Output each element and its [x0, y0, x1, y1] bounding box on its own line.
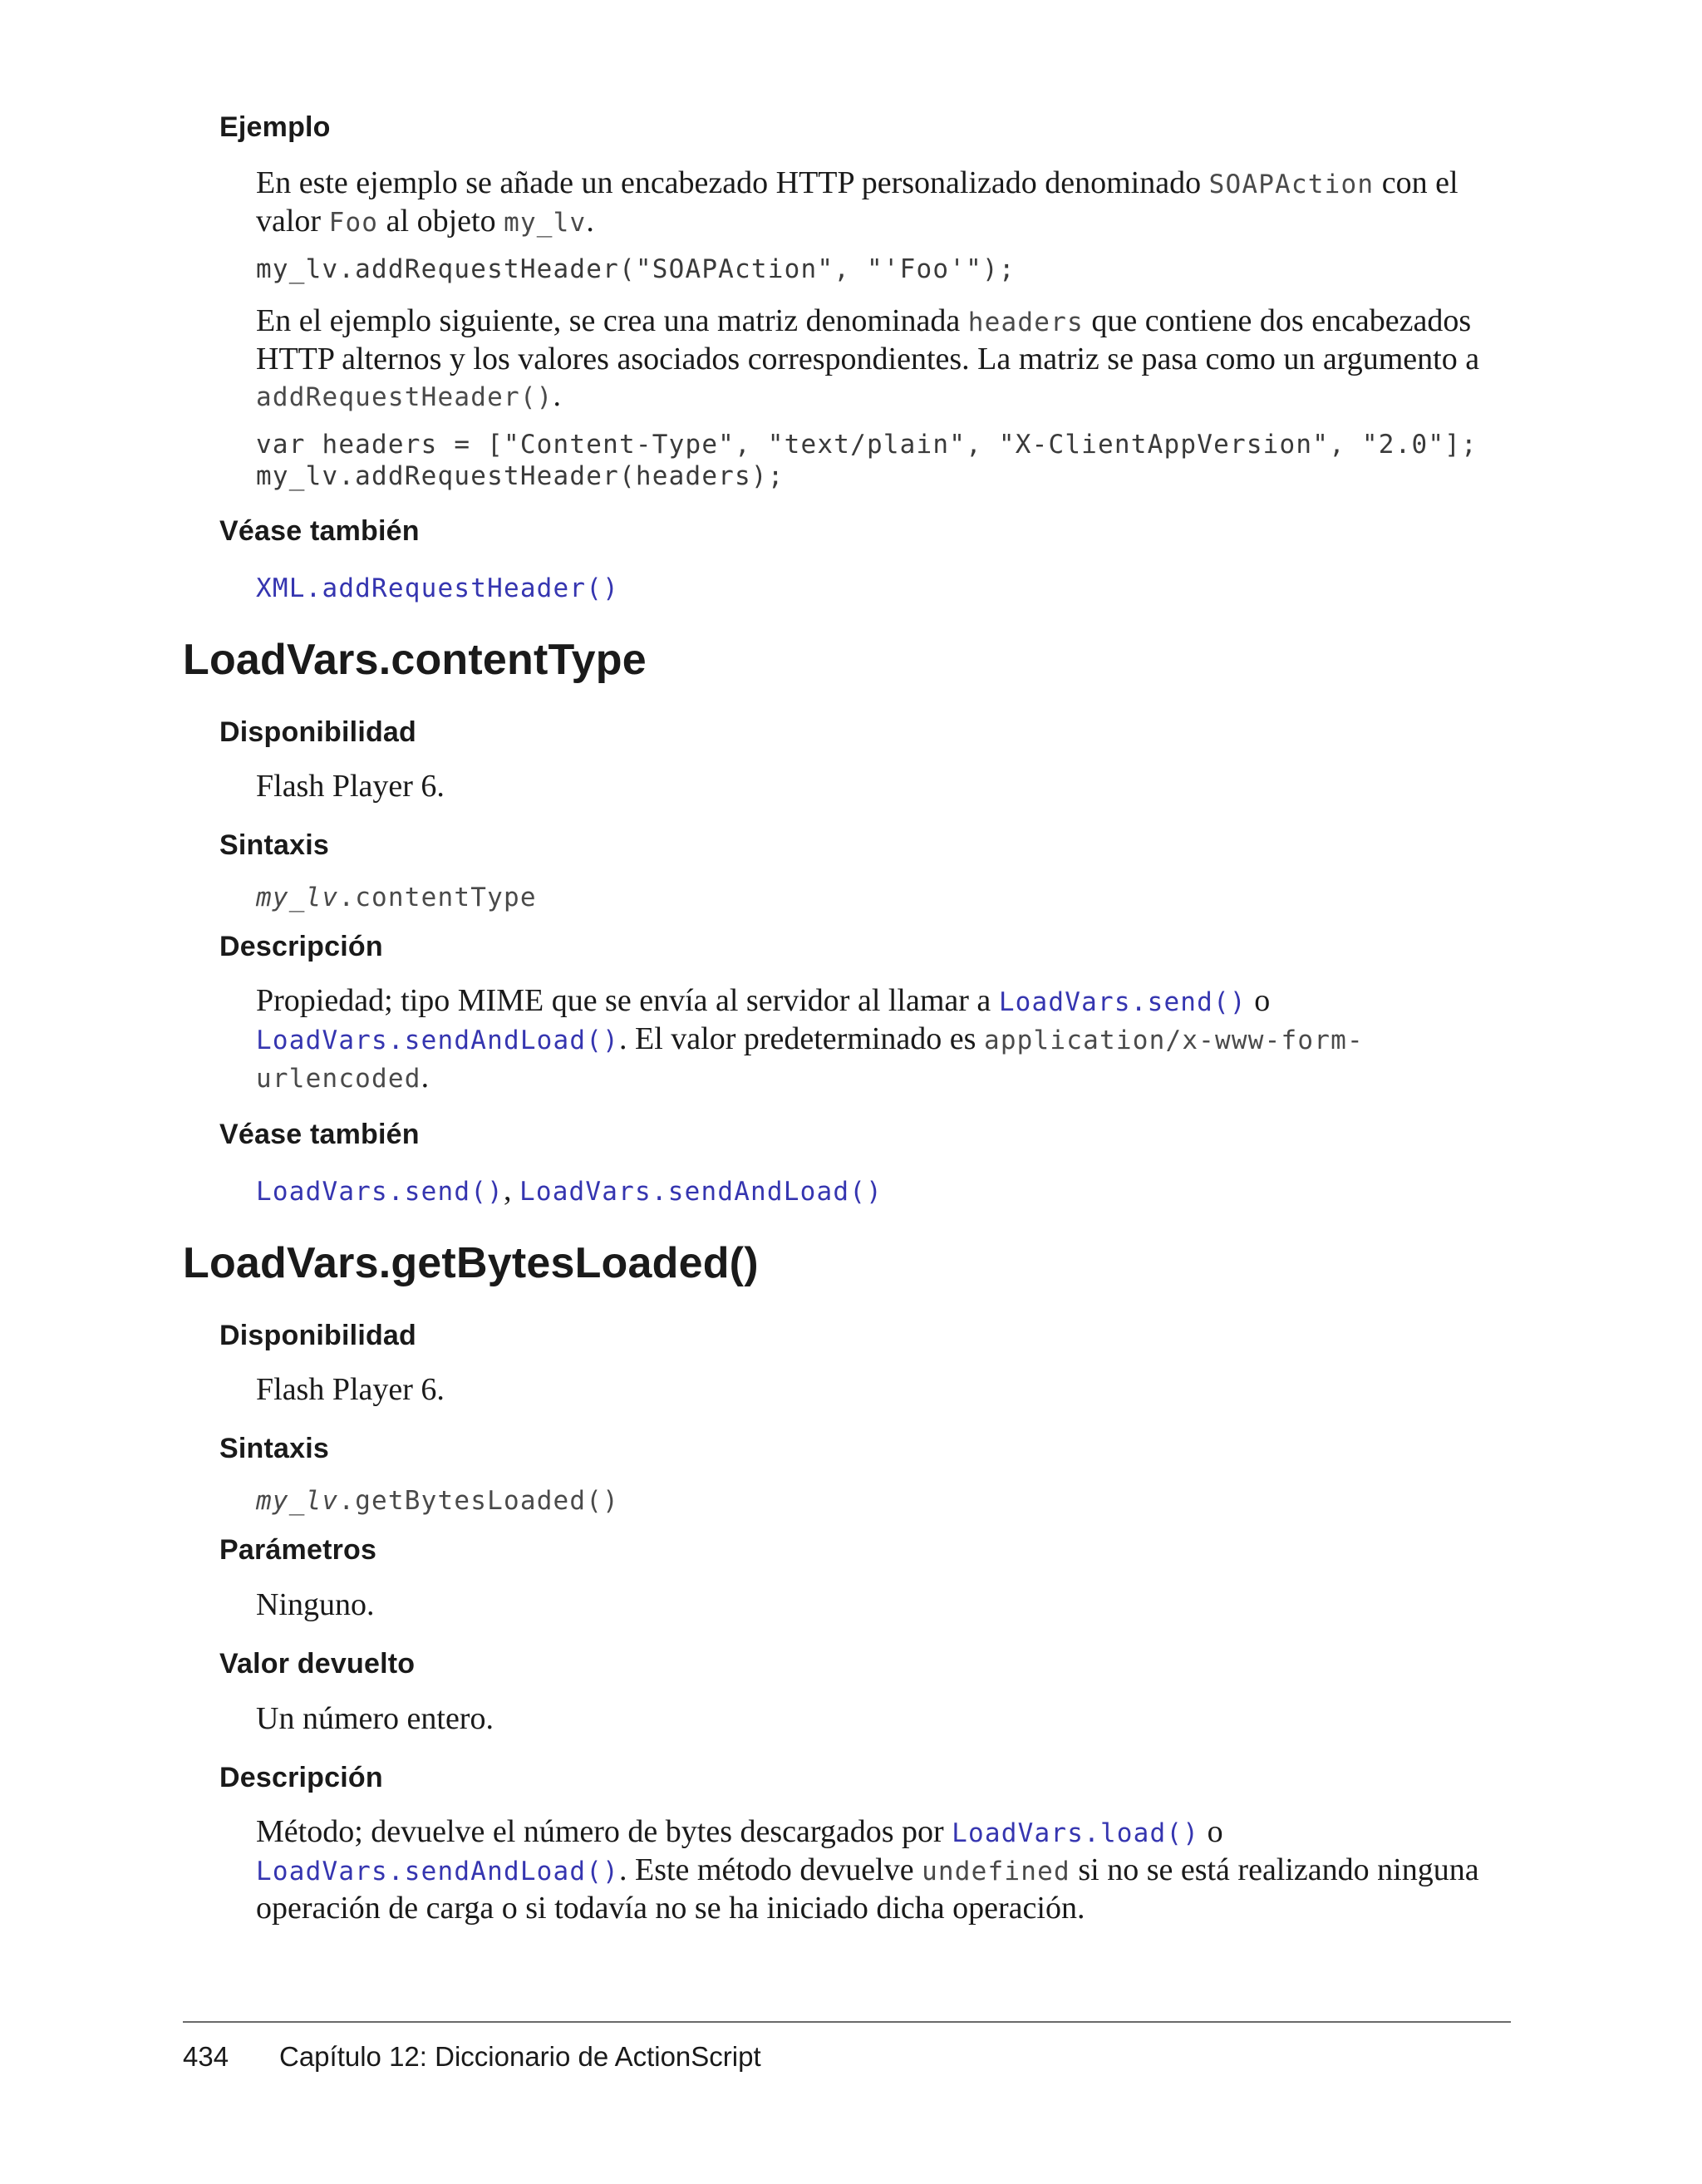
text: con el	[1381, 165, 1459, 200]
text: En el ejemplo siguiente, se crea una matriz denominada	[256, 303, 961, 338]
code-line: my_lv.addRequestHeader(headers);	[256, 461, 785, 491]
text: . El valor predeterminado es	[619, 1021, 976, 1056]
inline-code: SOAPAction	[1208, 170, 1375, 199]
code-block-2	[256, 429, 1478, 492]
chapter-title: Capítulo 12: Diccionario de ActionScript	[279, 2041, 761, 2072]
footer-divider	[183, 2021, 1511, 2023]
valor-devuelto-text: Un número entero.	[256, 1701, 494, 1736]
link-loadvars-sendandload[interactable]: LoadVars.sendAndLoad()	[519, 1177, 883, 1207]
text: al objeto	[386, 204, 496, 239]
link-loadvars-load[interactable]: LoadVars.load()	[952, 1818, 1200, 1848]
disponibilidad-text: Flash Player 6.	[256, 769, 445, 804]
link-loadvars-send[interactable]: LoadVars.send()	[998, 987, 1247, 1017]
text: Método; devuelve el número de bytes descargados por	[256, 1814, 944, 1849]
link-loadvars-sendandload[interactable]: LoadVars.sendAndLoad()	[256, 1857, 619, 1886]
link-loadvars-sendandload[interactable]: LoadVars.sendAndLoad()	[256, 1026, 619, 1055]
inline-code: undefined	[922, 1857, 1070, 1886]
sintaxis-code	[256, 878, 1519, 916]
inline-code: urlencoded	[256, 1064, 421, 1094]
inline-code: my_lv	[504, 208, 587, 238]
descripcion-heading: Descripción	[219, 931, 383, 962]
inline-code: headers	[967, 307, 1084, 337]
sintaxis-code	[256, 1481, 1519, 1519]
section-title-contenttype: LoadVars.contentType	[183, 636, 647, 684]
parametros-text: Ninguno.	[256, 1587, 375, 1622]
code-block-1: my_lv.addRequestHeader("SOAPAction", "'Foo'");	[256, 254, 1016, 284]
text: .	[421, 1060, 430, 1094]
code-line: var headers = ["Content-Type", "text/plain", "X-ClientAppVersion", "2.0"];	[256, 430, 1478, 460]
ejemplo-heading: Ejemplo	[219, 111, 331, 143]
inline-code: application/x-www-form-	[983, 1026, 1364, 1055]
text: .	[553, 378, 562, 413]
valor-devuelto-heading: Valor devuelto	[219, 1648, 416, 1680]
sintaxis-heading: Sintaxis	[219, 1433, 329, 1464]
method-name: .getBytesLoaded()	[338, 1486, 620, 1516]
page-number: 434	[183, 2041, 229, 2072]
separator: ,	[503, 1173, 512, 1208]
vease-links	[256, 1172, 1519, 1210]
text: o	[1207, 1814, 1223, 1849]
disponibilidad-heading: Disponibilidad	[219, 716, 417, 748]
text: o	[1254, 983, 1271, 1018]
link-xml-addrequestheader[interactable]: XML.addRequestHeader()	[256, 573, 619, 603]
link-loadvars-send[interactable]: LoadVars.send()	[256, 1177, 504, 1207]
text: HTTP alternos y los valores asociados correspondientes. La matriz se pasa como un argumento a	[256, 342, 1480, 376]
text: operación de carga o si todavía no se ha iniciado dicha operación.	[256, 1891, 1085, 1926]
disponibilidad-heading: Disponibilidad	[219, 1320, 417, 1351]
ejemplo-paragraph-2	[256, 303, 1519, 416]
inline-code: addRequestHeader()	[256, 382, 553, 412]
text: . Este método devuelve	[619, 1852, 914, 1887]
text: si no se está realizando ninguna	[1078, 1852, 1479, 1887]
descripcion-paragraph	[256, 982, 1519, 1097]
descripcion-paragraph	[256, 1813, 1519, 1926]
inline-code: Foo	[328, 208, 379, 238]
section-title-getbytesloaded: LoadVars.getBytesLoaded()	[183, 1239, 759, 1287]
text: Propiedad; tipo MIME que se envía al servidor al llamar a	[256, 983, 991, 1018]
text: que contiene dos encabezados	[1091, 303, 1472, 338]
text: En este ejemplo se añade un encabezado HTTP personalizado denominado	[256, 165, 1202, 200]
vease-heading: Véase también	[219, 515, 420, 547]
sintaxis-heading: Sintaxis	[219, 829, 329, 861]
vease-links	[256, 568, 1519, 607]
text: .	[586, 204, 594, 239]
property-name: .contentType	[338, 883, 537, 912]
disponibilidad-text: Flash Player 6.	[256, 1372, 445, 1407]
parametros-heading: Parámetros	[219, 1534, 377, 1566]
ejemplo-paragraph-1	[256, 165, 1519, 241]
vease-heading: Véase también	[219, 1119, 420, 1150]
object-name: my_lv	[256, 883, 339, 912]
descripcion-heading: Descripción	[219, 1762, 383, 1793]
text: valor	[256, 204, 322, 239]
object-name: my_lv	[256, 1486, 339, 1516]
